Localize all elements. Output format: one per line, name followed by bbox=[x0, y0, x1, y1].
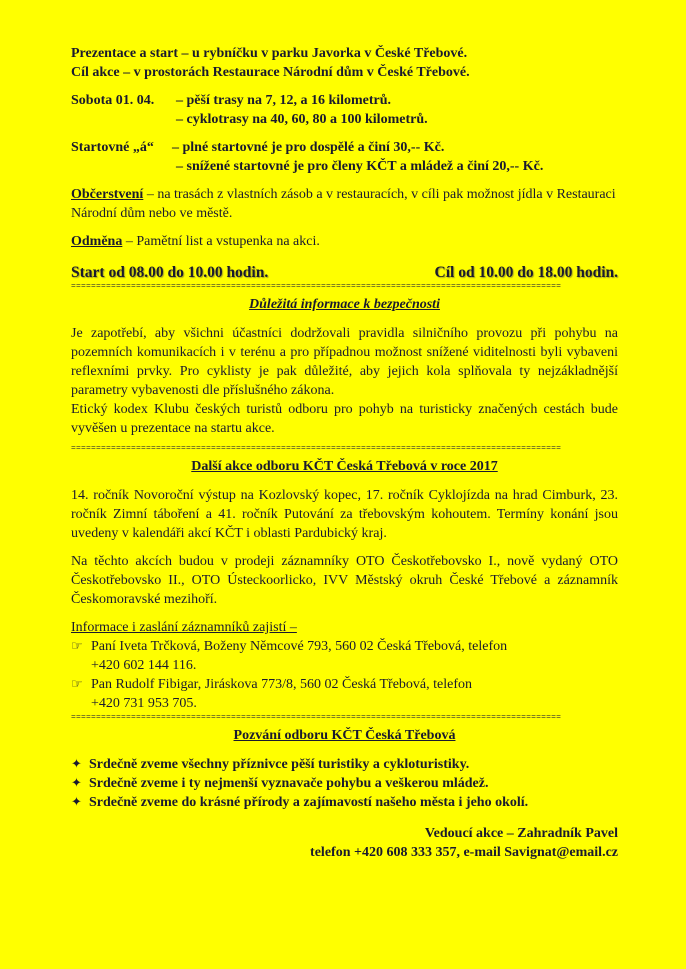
fee-full-row bbox=[71, 138, 618, 157]
four-point-star-icon: ✦ bbox=[71, 757, 82, 772]
saturday-bike-row bbox=[71, 110, 618, 129]
refreshment-text: – na trasách z vlastních zásob a v restauracích, v cíli pak možnost jídla v Restauraci Národní dům nebo ve městě. bbox=[71, 187, 616, 221]
finish-time: Cíl od 10.00 do 18.00 hodin. bbox=[434, 264, 618, 281]
contact-2-line-1: Pan Rudolf Fibigar, Jiráskova 773/8, 560 02 Česká Třebová, telefon bbox=[91, 677, 473, 692]
saturday-bike: – cyklotrasy na 40, 60, 80 a 100 kilometrů. bbox=[176, 112, 428, 127]
flyer-content bbox=[71, 44, 618, 862]
saturday-walk: – pěší trasy na 7, 12, a 16 kilometrů. bbox=[176, 93, 392, 108]
events-text-1: 14. ročník Novoroční výstup na Kozlovský kopec, 17. ročník Cyklojízda na hrad Cimburk, 23. ročník Zimní táboření a 41. ročník Putování za třebovským kohoutem. Termíny konání jsou uvedeny v kalendáři akcí KČT i oblasti Pardubický kraj. bbox=[71, 488, 618, 541]
times-line bbox=[71, 263, 618, 282]
saturday-label: Sobota 01. 04. bbox=[71, 93, 155, 108]
invite-item-text: Srdečně zveme do krásné přírody a zajímavostí našeho města i jeho okolí. bbox=[89, 795, 529, 810]
safety-title: Důležitá informace k bezpečnosti bbox=[249, 297, 440, 312]
contact-2-line-2: +420 731 953 705. bbox=[91, 696, 197, 711]
contact-1 bbox=[71, 637, 618, 656]
intro-finish-line: Cíl akce – v prostorách Restaurace Národní dům v České Třebové. bbox=[71, 65, 470, 80]
fee-reduced: – snížené startovné je pro členy KČT a mládež a činí 20,-- Kč. bbox=[176, 159, 544, 174]
four-point-star-icon: ✦ bbox=[71, 776, 82, 791]
fee-label: Startovné „á“ bbox=[71, 140, 154, 155]
events-text-2: Na těchto akcích budou v prodeji záznamníky OTO Českotřebovsko I., nově vydaný OTO Českotřebovsko II., OTO Ústeckoorlicko, IVV Městský okruh České Třebové a záznamník Českomoravské mezihoří. bbox=[71, 554, 618, 607]
refreshment-label: Občerstvení bbox=[71, 187, 144, 202]
fee-reduced-row bbox=[71, 157, 618, 176]
intro-start-line: Prezentace a start – u rybníčku v parku Javorka v České Třebové. bbox=[71, 46, 468, 61]
contacts-title: Informace i zaslání záznamníků zajistí – bbox=[71, 620, 297, 635]
contact-1-line-1: Paní Iveta Trčková, Boženy Němcové 793, 560 02 Česká Třebová, telefon bbox=[91, 639, 508, 654]
hand-pointer-icon: ☞ bbox=[71, 639, 83, 654]
reward-text: – Pamětní list a vstupenka na akci. bbox=[122, 234, 320, 249]
invite-item-text: Srdečně zveme i ty nejmenší vyznavače pohybu a veškerou mládež. bbox=[89, 776, 489, 791]
reward-paragraph bbox=[71, 232, 618, 251]
separator-1: ================================================================================================== bbox=[71, 282, 562, 291]
refreshment-paragraph bbox=[71, 185, 618, 223]
separator-2: ================================================================================================== bbox=[71, 444, 562, 453]
four-point-star-icon: ✦ bbox=[71, 795, 82, 810]
safety-text-2: Etický kodex Klubu českých turistů odboru pro pohyb na turisticky značených cestách bude vyvěšen u prezentace na startu akce. bbox=[71, 402, 618, 436]
events-title: Další akce odboru KČT Česká Třebová v roce 2017 bbox=[191, 459, 498, 474]
invite-item-text: Srdečně zveme všechny příznivce pěší turistiky a cykloturistiky. bbox=[89, 757, 470, 772]
hand-pointer-icon: ☞ bbox=[71, 677, 83, 692]
signature-name: Vedoucí akce – Zahradník Pavel bbox=[424, 826, 618, 841]
fee-full: – plné startovné je pro dospělé a činí 30,-- Kč. bbox=[172, 140, 445, 155]
reward-label: Odměna bbox=[71, 234, 123, 249]
separator-3: ================================================================================================== bbox=[71, 713, 562, 722]
invite-item bbox=[71, 755, 618, 774]
invite-item bbox=[71, 793, 618, 812]
safety-text-1: Je zapotřebí, aby všichni účastníci dodržovali pravidla silničního provozu při pohybu na pozemních komunikacích i v terénu a pro případnou možnost snížené viditelnosti byli vybaveni reflexními prvky. Pro cyklisty je pak důležité, aby jejich kola splňovala ty nejzákladnější parametry vybavenosti dle příslušného zákona. bbox=[71, 326, 618, 398]
contact-1-line-2: +420 602 144 116. bbox=[91, 658, 197, 673]
invite-title: Pozvání odboru KČT Česká Třebová bbox=[233, 728, 456, 743]
signature-contact: telefon +420 608 333 357, e-mail Savignat@email.cz bbox=[310, 845, 618, 860]
saturday-walk-row bbox=[71, 91, 618, 110]
start-time: Start od 08.00 do 10.00 hodin. bbox=[71, 264, 269, 281]
invite-item bbox=[71, 774, 618, 793]
contact-2 bbox=[71, 675, 618, 694]
